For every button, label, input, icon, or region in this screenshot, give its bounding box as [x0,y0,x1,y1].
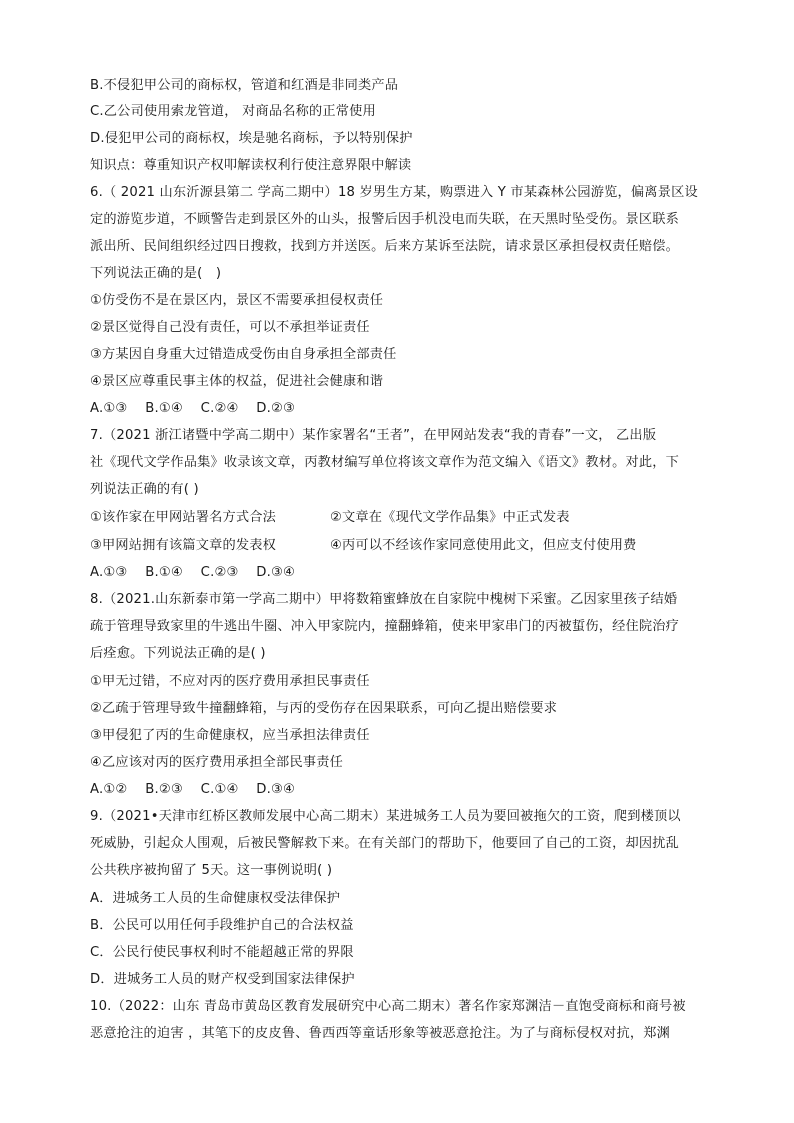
option-d-q5: D.侵犯甲公司的商标权，埃是驰名商标，予以特别保护 [90,131,413,146]
question-7-choices: A.①③ B.①④ C.②③ D.③④ [90,565,296,580]
question-8-choices: A.①② B.②③ C.①④ D.③④ [90,782,296,797]
question-7-line-2: 社《现代文学作品集》收录该文章，丙教材编写单位将该文章作为范文编入《语文》教材。对此，下 [90,455,680,470]
question-10-line-1: 10.（2022：山东 青岛市黄岛区教育发展研究中心高二期末）著名作家郑渊洁－直饱受商标和商号被 [90,999,686,1014]
question-9-option-a: A．进城务工人员的生命健康权受法律保护 [90,891,341,906]
question-6-line-3: 派出所、民间组织经过四日搜救，找到方并送医。后来方某诉至法院，请求景区承担侵权责任赔偿。 [90,239,680,254]
question-9-line-2: 死威胁，引起众人围观，后被民警解救下来。在有关部门的帮助下，他要回了自己的工资，却因扰乱 [90,836,680,851]
question-7-statement-4: ④丙可以不经该作家同意使用此文，但应支付使用费 [330,538,637,553]
option-c-q5: C.乙公司使用索龙管道， 对商品名称的正常使用 [90,104,376,119]
question-9-prompt: 公共秩序被拘留了 5天。这一事例说明( ) [90,863,333,878]
question-6-choices: A.①③ B.①④ C.②④ D.②③ [90,401,296,416]
question-7-statement-3: ③甲网站拥有该篇文章的发表权 [90,538,277,553]
question-9-option-c: C．公民行使民事权利时不能超越正常的界限 [90,945,354,960]
question-8-statement-2: ②乙疏于管理导致牛撞翻蜂箱，与丙的受伤存在因果联系，可向乙提出赔偿要求 [90,701,558,716]
question-6-line-2: 定的游览步道，不顾警告走到景区外的山头，报警后因手机没电而失联，在天黑时坠受伤。景区联系 [90,212,680,227]
question-8-statement-4: ④乙应该对丙的医疗费用承担全部民事责任 [90,755,343,770]
option-b-q5: B.不侵犯甲公司的商标权，管道和红酒是非同类产品 [90,78,399,93]
question-6-prompt: 下列说法正确的是( ) [90,266,222,281]
question-6-statement-3: ③方某因自身重大过错造成受伤由自身承担全部责任 [90,347,397,362]
question-7-line-1: 7.（2021 浙江诸暨中学高二期中）某作家署名“王者”，在甲网站发表“我的青春”一文， 乙出版 [90,428,657,443]
question-6-statement-2: ②景区觉得自己没有责任，可以不承担举证责任 [90,320,370,335]
question-7-statement-2: ②文章在《现代文学作品集》中正式发表 [330,510,570,525]
question-6-statement-1: ①仿受伤不是在景区内，景区不需要承担侵权责任 [90,293,384,308]
question-9-line-1: 9.（2021•天津市红桥区教师发展中心高二期末）某进城务工人员为要回被拖欠的工资，爬到楼顶以 [90,809,681,824]
question-8-prompt: 后痊愈。下列说法正确的是( ) [90,646,266,661]
question-8-line-1: 8.（2021.山东新泰市第一学高二期中）甲将数箱蜜蜂放在自家院中槐树下采蜜。乙因家里孩子结婚 [90,592,678,607]
question-8-line-2: 疏于管理导致家里的牛逃出牛圈、冲入甲家院内，撞翻蜂箱，使来甲家串门的丙被蜇伤，经住院治疗 [90,619,680,634]
question-6-statement-4: ④景区应尊重民事主体的权益，促进社会健康和谐 [90,374,384,389]
question-7-statement-1: ①该作家在甲网站署名方式合法 [90,510,277,525]
question-10-line-2: 恶意抢注的迫害 ，其笔下的皮皮鲁、鲁西西等童话形象等被恶意抢注。为了与商标侵权对抗，郑渊 [90,1026,671,1041]
knowledge-point: 知识点：尊重知识产权叩解读权利行使注意界限中解读 [90,158,412,173]
question-9-option-b: B．公民可以用任何手段维护自己的合法权益 [90,918,354,933]
question-7-prompt: 列说法正确的有( ) [90,482,199,497]
question-6-line-1: 6.（ 2021 山东沂源县第二 学高二期中）18 岁男生方某，购票进入 Y 市某森林公园游览，偏离景区设 [90,185,698,200]
question-9-option-d: D．进城务工人员的财产权受到国家法律保护 [90,972,355,987]
question-8-statement-1: ①甲无过错，不应对丙的医疗费用承担民事责任 [90,674,370,689]
question-8-statement-3: ③甲侵犯了丙的生命健康权，应当承担法律责任 [90,728,370,743]
